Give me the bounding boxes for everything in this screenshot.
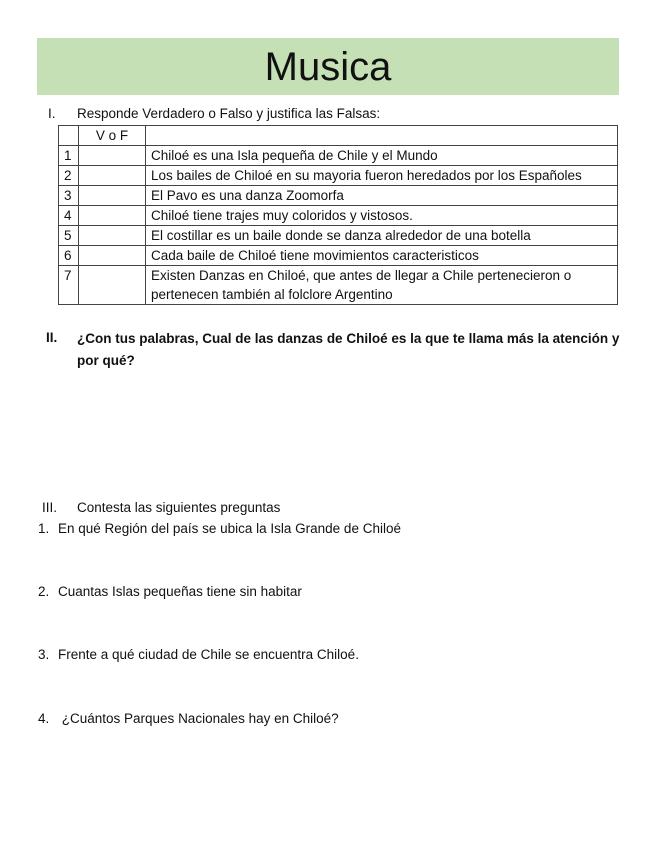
vof-answer-cell[interactable] (79, 206, 146, 226)
statement-cell: Los bailes de Chiloé en su mayoria fueron heredados por los Españoles (146, 166, 618, 186)
question-text: En qué Región del país se ubica la Isla Grande de Chiloé (58, 521, 401, 536)
header-vof-cell: V o F (79, 126, 146, 146)
header-statement-cell (146, 126, 618, 146)
question-2 (38, 582, 302, 602)
table-row (59, 266, 618, 305)
question-1 (38, 519, 401, 539)
question-text: ¿Cuántos Parques Nacionales hay en Chiloé? (58, 711, 339, 726)
row-number: 4 (59, 206, 79, 226)
section-1-heading (48, 104, 618, 124)
section-2-numeral: II. (46, 330, 58, 345)
row-number: 7 (59, 266, 79, 305)
statement-cell: Chiloé es una Isla pequeña de Chile y el Mundo (146, 146, 618, 166)
section-3-instruction: Contesta las siguientes preguntas (77, 500, 281, 515)
statement-cell: El costillar es un baile donde se danza alrededor de una botella (146, 226, 618, 246)
question-4 (38, 709, 339, 729)
table-row (59, 206, 618, 226)
table-row (59, 246, 618, 266)
section-2-question: ¿Con tus palabras, Cual de las danzas de Chiloé es la que te llama más la atención y por qué? (77, 331, 620, 368)
question-text: Cuantas Islas pequeñas tiene sin habitar (58, 584, 302, 599)
table-row (59, 186, 618, 206)
row-number: 1 (59, 146, 79, 166)
statement-cell: Cada baile de Chiloé tiene movimientos caracteristicos (146, 246, 618, 266)
question-text: Frente a qué ciudad de Chile se encuentra Chiloé. (58, 647, 359, 662)
table-header-row (59, 126, 618, 146)
question-number: 3. (38, 647, 50, 662)
title-banner (37, 38, 619, 95)
table-row (59, 226, 618, 246)
section-3-numeral: III. (42, 500, 58, 515)
table-row (59, 166, 618, 186)
vof-answer-cell[interactable] (79, 146, 146, 166)
true-false-table (58, 125, 618, 305)
row-number: 6 (59, 246, 79, 266)
vof-answer-cell[interactable] (79, 246, 146, 266)
row-number: 5 (59, 226, 79, 246)
section-3-heading (42, 498, 612, 518)
row-number: 2 (59, 166, 79, 186)
page-title: Musica (264, 44, 392, 89)
section-1-numeral: I. (48, 106, 56, 121)
section-1-instruction: Responde Verdadero o Falso y justifica las Falsas: (77, 106, 381, 121)
header-num-cell (59, 126, 79, 146)
row-number: 3 (59, 186, 79, 206)
question-number: 4. (38, 711, 50, 726)
statement-cell: Chiloé tiene trajes muy coloridos y vistosos. (146, 206, 618, 226)
vof-answer-cell[interactable] (79, 186, 146, 206)
statement-cell: El Pavo es una danza Zoomorfa (146, 186, 618, 206)
vof-answer-cell[interactable] (79, 226, 146, 246)
table-row (59, 146, 618, 166)
question-number: 1. (38, 521, 50, 536)
vof-answer-cell[interactable] (79, 166, 146, 186)
question-3 (38, 645, 359, 665)
section-2-question-block (46, 328, 620, 372)
statement-cell: Existen Danzas en Chiloé, que antes de llegar a Chile pertenecieron o pertenecen también al folclore Argentino (146, 266, 618, 305)
vof-answer-cell[interactable] (79, 266, 146, 305)
question-number: 2. (38, 584, 50, 599)
